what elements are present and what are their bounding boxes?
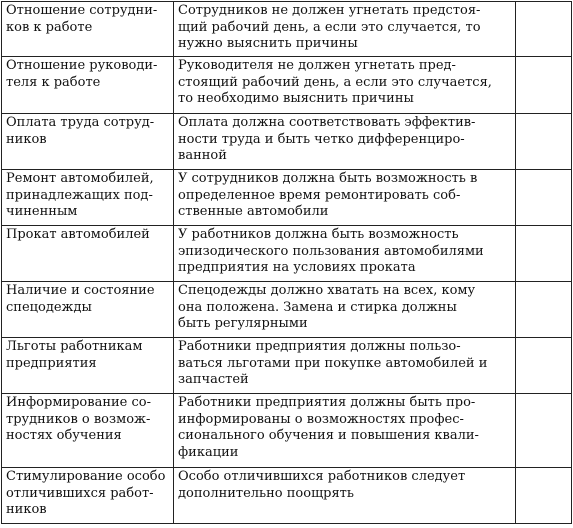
criterion-line: теля к работе <box>6 74 101 90</box>
requirement-line: фикации <box>178 444 239 460</box>
criterion-line: Ремонт автомобилей, <box>6 171 154 186</box>
criterion-cell <box>2 2 174 57</box>
extra-cell <box>516 338 572 394</box>
table-row <box>2 468 572 524</box>
requirement-line: запчастей <box>178 372 249 387</box>
criterion-cell <box>2 57 174 114</box>
criterion-cell <box>2 338 174 394</box>
requirement-line: Сотрудников не должен угнетать предстоя- <box>178 3 481 18</box>
requirement-line: быть регулярными <box>178 316 308 331</box>
criterion-line: ностях обучения <box>6 428 122 443</box>
requirement-line: информированы о возможностях профес- <box>178 411 464 427</box>
requirement-line: У работников должна быть возможность <box>178 227 459 242</box>
extra-cell <box>516 114 572 170</box>
requirement-cell <box>174 170 516 226</box>
criterion-line: ков к работе <box>6 19 93 35</box>
requirement-line: ваться льготами при покупке автомобилей и <box>178 355 488 371</box>
requirement-line: предприятия на условиях проката <box>178 260 416 275</box>
table-row <box>2 57 572 114</box>
requirement-line: Руководителя не должен угнетать пред- <box>178 58 456 73</box>
requirement-line: Спецодежды должно хватать на всех, кому <box>178 283 476 298</box>
requirement-line: Особо отличившихся работников следует <box>178 469 466 484</box>
requirement-line: У сотрудников должна быть возможность в <box>178 171 478 186</box>
table-body <box>2 2 572 524</box>
criterion-cell <box>2 394 174 468</box>
criterion-line: Информирование со- <box>6 395 151 410</box>
criterion-line: предприятия <box>6 355 97 371</box>
requirement-line: сионального обучения и повышения квали- <box>178 428 479 443</box>
criterion-line: трудников о возмож- <box>6 411 151 427</box>
requirement-line: щий рабочий день, а если это случается, то <box>178 19 481 35</box>
requirement-cell <box>174 226 516 282</box>
requirement-cell <box>174 468 516 524</box>
requirement-line: стоящий рабочий день, а если это случается, <box>178 74 492 90</box>
requirement-line: то необходимо выяснить причины <box>178 91 414 106</box>
extra-cell <box>516 57 572 114</box>
extra-cell <box>516 394 572 468</box>
requirement-cell <box>174 2 516 57</box>
criterion-line: Стимулирование особо <box>6 469 166 484</box>
requirement-line: ванной <box>178 148 227 163</box>
requirement-cell <box>174 282 516 338</box>
criterion-cell <box>2 226 174 282</box>
requirement-cell <box>174 394 516 468</box>
criterion-line: Отношение сотрудни- <box>6 3 158 18</box>
table-row <box>2 394 572 468</box>
requirement-cell <box>174 114 516 170</box>
criterion-line: Оплата труда сотруд- <box>6 115 155 130</box>
requirement-line: ственные автомобили <box>178 204 329 219</box>
table-row <box>2 338 572 394</box>
requirement-line: дополнительно поощрять <box>178 485 354 501</box>
requirement-line: эпизодического пользования автомобилями <box>178 243 484 259</box>
table-row <box>2 2 572 57</box>
criterion-cell <box>2 170 174 226</box>
extra-cell <box>516 2 572 57</box>
criterion-line: отличившихся работ- <box>6 485 154 501</box>
extra-cell <box>516 226 572 282</box>
criterion-cell <box>2 114 174 170</box>
requirement-line: ности труда и быть четко дифференциро- <box>178 131 465 147</box>
requirement-line: Работники предприятия должны пользо- <box>178 339 461 354</box>
criterion-line: Льготы работникам <box>6 339 143 354</box>
extra-cell <box>516 468 572 524</box>
criterion-line: Отношение руководи- <box>6 58 158 73</box>
table-row <box>2 114 572 170</box>
requirement-line: определенное время ремонтировать соб- <box>178 187 461 203</box>
criterion-line: Наличие и состояние <box>6 283 155 298</box>
criterion-line: принадлежащих под- <box>6 187 153 203</box>
criterion-cell <box>2 282 174 338</box>
criterion-cell <box>2 468 174 524</box>
requirements-table <box>1 1 572 524</box>
criterion-line: Прокат автомобилей <box>6 227 150 242</box>
requirement-cell <box>174 338 516 394</box>
table-row <box>2 282 572 338</box>
requirement-cell <box>174 57 516 114</box>
criterion-line: ников <box>6 502 47 517</box>
requirement-line: Оплата должна соответствовать эффектив- <box>178 115 476 130</box>
table-row <box>2 226 572 282</box>
requirement-line: она положена. Замена и стирка должны <box>178 299 457 315</box>
criterion-line: спецодежды <box>6 299 92 315</box>
extra-cell <box>516 170 572 226</box>
requirement-line: Работники предприятия должны быть про- <box>178 395 476 410</box>
criterion-line: ников <box>6 131 47 147</box>
criterion-line: чиненным <box>6 204 78 219</box>
table-row <box>2 170 572 226</box>
extra-cell <box>516 282 572 338</box>
requirement-line: нужно выяснить причины <box>178 36 358 51</box>
